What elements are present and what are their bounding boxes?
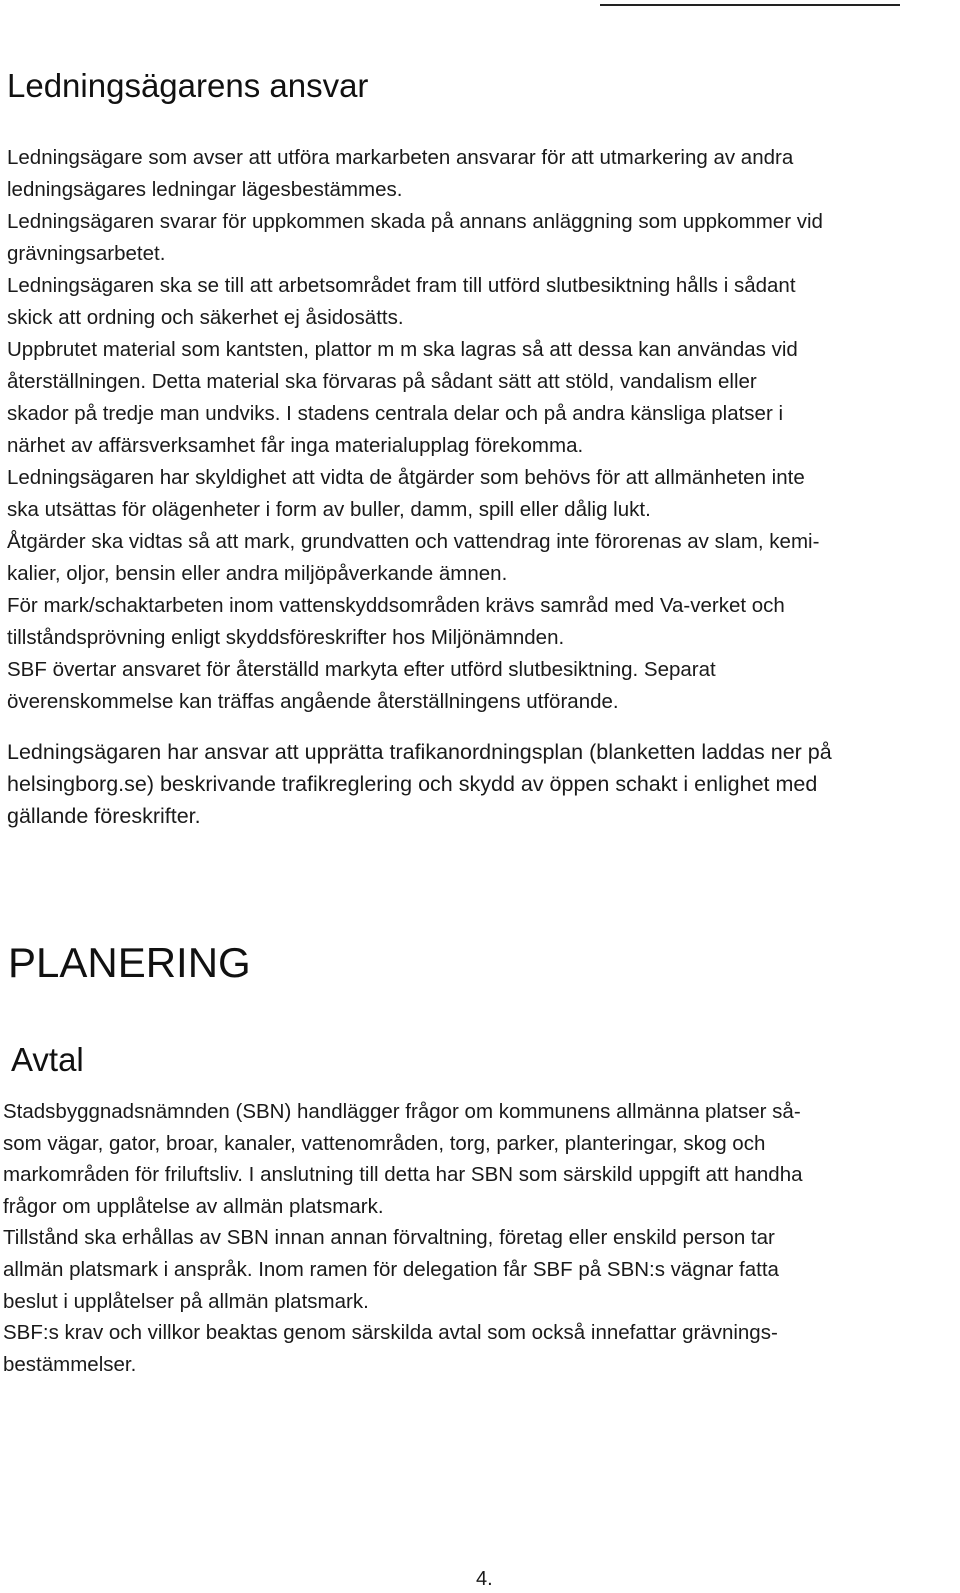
text-line: skick att ordning och säkerhet ej åsidosätts. <box>7 306 404 329</box>
text-line: ska utsättas för olägenheter i form av buller, damm, spill eller dålig lukt. <box>7 498 651 521</box>
subheading-avtal: Avtal <box>11 1041 84 1078</box>
text-line: gällande föreskrifter. <box>7 804 201 828</box>
text-line: Ledningsägaren ska se till att arbetsområdet fram till utförd slutbesiktning hålls i sådant <box>7 274 796 297</box>
section-heading-ledningsagarens-ansvar: Ledningsägarens ansvar <box>7 67 369 104</box>
text-line: Uppbrutet material som kantsten, plattor m m ska lagras så att dessa kan användas vid <box>7 338 798 361</box>
text-line: allmän platsmark i anspråk. Inom ramen för delegation får SBF på SBN:s vägnar fatta <box>3 1257 779 1281</box>
text-line: Ledningsägaren har ansvar att upprätta trafikanordningsplan (blanketten laddas ner på <box>7 740 832 764</box>
text-line: grävningsarbetet. <box>7 242 166 265</box>
text-line: Stadsbyggnadsnämnden (SBN) handlägger frågor om kommunens allmänna platser så- <box>3 1100 801 1123</box>
text-line: närhet av affärsverksamhet får inga materialupplag förekomma. <box>7 434 584 457</box>
header-rule <box>600 4 900 6</box>
text-line: kalier, oljor, bensin eller andra miljöpåverkande ämnen. <box>7 562 508 585</box>
text-line: överenskommelse kan träffas angående återställningens utförande. <box>7 690 619 713</box>
text-line: bestämmelser. <box>3 1352 137 1376</box>
text-line: Ledningsägaren svarar för uppkommen skada på annans anläggning som uppkommer vid <box>7 210 823 233</box>
text-line: återställningen. Detta material ska förvaras på sådant sätt att stöld, vandalism eller <box>7 370 757 393</box>
ansvar-paragraph <box>7 142 823 718</box>
section-heading-planering: PLANERING <box>8 939 251 986</box>
text-line: tillståndsprövning enligt skyddsföreskrifter hos Miljönämnden. <box>7 626 565 649</box>
text-line: SBF:s krav och villkor beaktas genom särskilda avtal som också innefattar grävnings- <box>3 1321 778 1345</box>
text-line: ledningsägares ledningar lägesbestämmes. <box>7 178 403 201</box>
text-line: markområden för friluftsliv. I anslutning till detta har SBN som särskild uppgift att handha <box>3 1163 803 1187</box>
text-line: Ledningsägaren har skyldighet att vidta de åtgärder som behövs för att allmänheten inte <box>7 466 805 489</box>
page-number: 4. <box>476 1568 493 1590</box>
avtal-paragraph <box>3 1096 803 1380</box>
trafikanordningsplan-paragraph <box>7 736 832 832</box>
text-line: Ledningsägare som avser att utföra markarbeten ansvarar för att utmarkering av andra <box>7 146 794 169</box>
text-line: Tillstånd ska erhållas av SBN innan annan förvaltning, företag eller enskild person tar <box>3 1226 775 1250</box>
text-line: som vägar, gator, broar, kanaler, vattenområden, torg, parker, planteringar, skog och <box>3 1131 766 1155</box>
text-line: skador på tredje man undviks. I stadens centrala delar och på andra känsliga platser i <box>7 402 784 425</box>
text-line: Åtgärder ska vidtas så att mark, grundvatten och vattendrag inte förorenas av slam, kemi- <box>7 530 820 553</box>
text-line: För mark/schaktarbeten inom vattenskyddsområden krävs samråd med Va-verket och <box>7 594 785 617</box>
text-line: beslut i upplåtelser på allmän platsmark. <box>3 1289 369 1313</box>
text-line: frågor om upplåtelse av allmän platsmark. <box>3 1194 384 1218</box>
text-line: helsingborg.se) beskrivande trafikreglering och skydd av öppen schakt i enlighet med <box>7 772 818 796</box>
text-line: SBF övertar ansvaret för återställd markyta efter utförd slutbesiktning. Separat <box>7 658 716 681</box>
